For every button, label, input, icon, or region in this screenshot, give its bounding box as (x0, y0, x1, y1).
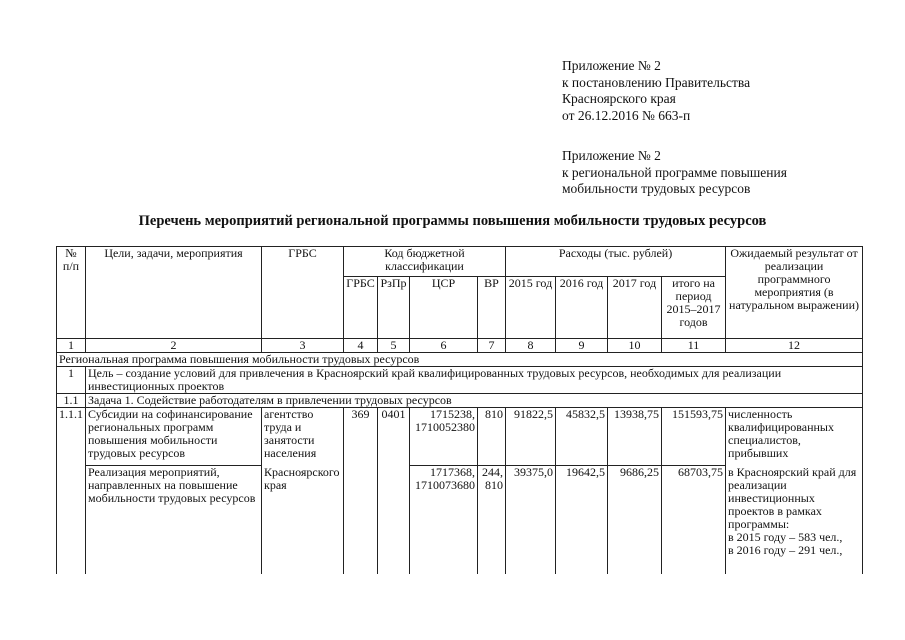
header-year-2015: 2015 год (506, 277, 556, 339)
row-result-continued (726, 466, 863, 574)
header-year-2017: 2017 год (608, 277, 662, 339)
appendix-block-program (562, 148, 787, 198)
header-year-2016: 2016 год (556, 277, 608, 339)
header-total: итого на период 2015–2017 годов (662, 277, 726, 339)
appendix-line: от 26.12.2016 № 663-п (562, 107, 691, 123)
column-number: 12 (726, 339, 863, 353)
goal-row (57, 367, 863, 394)
row-num: 1.1.1 (57, 408, 86, 574)
header-result: Ожидаемый результат от реализации программного мероприятия (в натуральном выражении) (726, 247, 863, 339)
header-code-grbs: ГРБС (344, 277, 378, 339)
row-2017: 13938,75 (608, 408, 662, 466)
row-code-rzpr: 0401 (378, 408, 410, 574)
column-number: 9 (556, 339, 608, 353)
header-code: Код бюджетной классификации (344, 247, 506, 277)
result-line: в Красноярский край для реализации инвестиционных проектов в рамках программы: (728, 465, 857, 531)
row-activity: Реализация мероприятий, направленных на повышение мобильности трудовых ресурсов (86, 466, 262, 574)
row-result: численность квалифицированных специалистов, прибывших (726, 408, 863, 466)
appendix-line: к региональной программе повышения (562, 164, 787, 180)
column-number: 2 (86, 339, 262, 353)
table-row (57, 408, 863, 466)
column-numbers-row (57, 339, 863, 353)
row-code-grbs: 369 (344, 408, 378, 574)
task-num: 1.1 (57, 394, 86, 408)
column-number: 10 (608, 339, 662, 353)
column-number: 6 (410, 339, 478, 353)
header-grbs: ГРБС (262, 247, 344, 339)
appendix-line: Приложение № 2 (562, 148, 661, 163)
column-number: 11 (662, 339, 726, 353)
row-grbs-name: агентство труда и занятости населения (262, 408, 344, 466)
goal-text: Цель – создание условий для привлечения в Красноярский край квалифицированных трудовых ресурсов, необходимых для реализации инвестиционных проектов (86, 367, 863, 394)
row-grbs-name: Красноярского края (262, 466, 344, 574)
row-code-csr: 1715238, 1710052380 (410, 408, 478, 466)
program-row (57, 353, 863, 367)
header-code-rzpr: РзПр (378, 277, 410, 339)
appendix-line: Приложение № 2 (562, 58, 661, 73)
column-number: 8 (506, 339, 556, 353)
appendix-block-resolution (562, 58, 750, 124)
column-number: 5 (378, 339, 410, 353)
column-number: 1 (57, 339, 86, 353)
task-text: Задача 1. Содействие работодателям в привлечении трудовых ресурсов (86, 394, 863, 408)
appendix-line: к постановлению Правительства (562, 74, 751, 90)
task-row (57, 394, 863, 408)
row-code-csr: 1717368, 1710073680 (410, 466, 478, 574)
row-total: 68703,75 (662, 466, 726, 574)
document-title: Перечень мероприятий региональной программы повышения мобильности трудовых ресурсов (138, 213, 767, 229)
program-title: Региональная программа повышения мобильности трудовых ресурсов (57, 353, 863, 367)
row-2016: 19642,5 (556, 466, 608, 574)
appendix-line: Красноярского края (562, 91, 676, 106)
column-number: 7 (478, 339, 506, 353)
header-num: № п/п (57, 247, 86, 339)
appendix-line: мобильности трудовых ресурсов (562, 181, 751, 196)
result-line: в 2016 году – 291 чел., (728, 542, 843, 557)
row-2016: 45832,5 (556, 408, 608, 466)
row-2015: 91822,5 (506, 408, 556, 466)
row-2015: 39375,0 (506, 466, 556, 574)
row-code-vr: 244, 810 (478, 466, 506, 574)
table-row (57, 466, 863, 574)
row-total: 151593,75 (662, 408, 726, 466)
row-2017: 9686,25 (608, 466, 662, 574)
header-expenses: Расходы (тыс. рублей) (506, 247, 726, 277)
header-code-vr: ВР (478, 277, 506, 339)
column-number: 3 (262, 339, 344, 353)
goal-num: 1 (57, 367, 86, 394)
row-code-vr: 810 (478, 408, 506, 466)
activities-table (56, 246, 863, 574)
result-line: в 2015 году – 583 чел., (728, 529, 843, 544)
header-goals: Цели, задачи, мероприятия (86, 247, 262, 339)
row-activity: Субсидии на софинансирование региональных программ повышения мобильности трудовых ресурсов (86, 408, 262, 466)
header-code-csr: ЦСР (410, 277, 478, 339)
column-number: 4 (344, 339, 378, 353)
